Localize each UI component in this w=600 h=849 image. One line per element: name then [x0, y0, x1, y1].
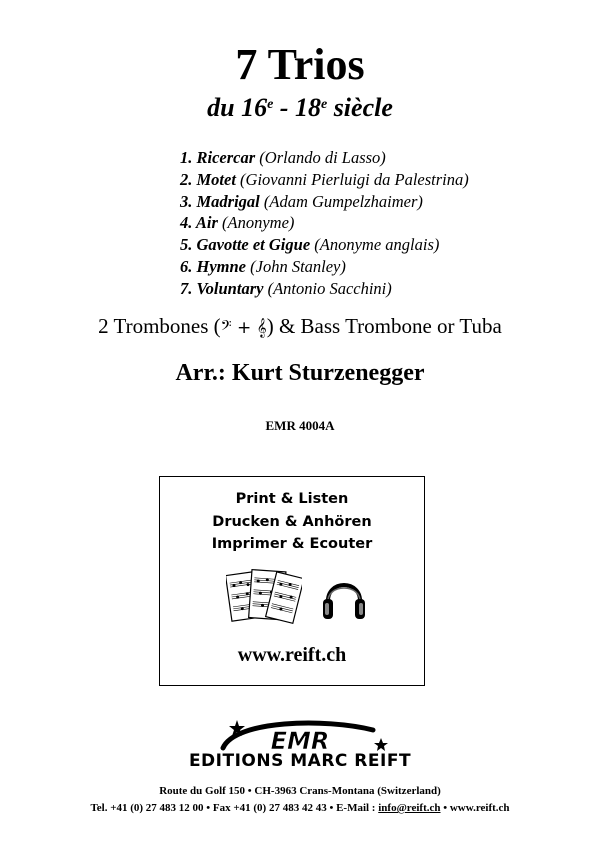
instrumentation-before: 2 Trombones (: [98, 314, 221, 338]
page-title: 7 Trios: [235, 40, 365, 89]
print-listen-line-fr: Imprimer & Ecouter: [211, 536, 373, 552]
piece-name: Motet: [196, 169, 236, 189]
piece-name: Air: [195, 213, 218, 233]
piece-number: 1.: [180, 148, 193, 167]
piece-number: 3.: [180, 191, 193, 211]
subtitle-middle: - 18: [273, 93, 321, 122]
piece-name: Hymne: [196, 256, 246, 276]
publisher-name: EDITIONS MARC REIFT: [188, 751, 412, 771]
piece-number: 7.: [180, 278, 193, 298]
piece-item: [180, 256, 580, 278]
publisher-address: Route du Golf 150 • CH-3963 Crans-Montana (Switzerland): [159, 785, 441, 797]
subtitle: [0, 92, 600, 124]
piece-composer: (Adam Gumpelzhaimer): [263, 191, 423, 211]
emr-logo: [205, 718, 395, 754]
print-listen-box[interactable]: [159, 476, 425, 686]
logo-emr-text: EMR: [270, 727, 330, 754]
instrumentation-after: ) & Bass Trombone or Tuba: [266, 314, 502, 338]
contact-prefix: Tel. +41 (0) 27 483 12 00 • Fax +41 (0) 27 483 42 43 • E-Mail :: [90, 802, 379, 814]
piece-list: [180, 147, 580, 300]
print-listen-line-de: Drucken & Anhören: [212, 514, 372, 530]
publisher-contact: [0, 801, 600, 815]
piece-number: 6.: [180, 256, 193, 276]
piece-number: 2.: [180, 169, 193, 189]
website-link[interactable]: www.reift.ch: [237, 644, 347, 666]
piece-composer: (John Stanley): [250, 256, 346, 276]
piece-composer: (Anonyme): [222, 213, 295, 233]
instrumentation: [0, 313, 600, 341]
piece-composer: (Orlando di Lasso): [259, 148, 386, 167]
piece-composer: (Antonio Sacchini): [267, 278, 392, 298]
contact-suffix: • www.reift.ch: [440, 802, 510, 814]
piece-item: [180, 169, 580, 191]
piece-name: Gavotte et Gigue: [196, 235, 311, 255]
piece-name: Voluntary: [196, 278, 264, 298]
subtitle-sup-1: e: [267, 97, 274, 112]
piece-item: [180, 234, 580, 256]
print-listen-line-en: Print & Listen: [235, 491, 349, 507]
piece-composer: (Anonyme anglais): [314, 235, 440, 255]
subtitle-suffix: siècle: [327, 93, 393, 122]
piece-composer: (Giovanni Pierluigi da Palestrina): [240, 169, 469, 189]
subtitle-sup-2: e: [320, 97, 328, 112]
piece-item: [180, 191, 580, 213]
piece-name: Ricercar: [196, 148, 256, 167]
piece-number: 5.: [180, 235, 193, 255]
subtitle-prefix: du 16: [207, 93, 268, 122]
piece-item: [180, 147, 580, 169]
clef-icons: 𝄢 + 𝄞: [220, 318, 267, 338]
email-link[interactable]: info@reift.ch: [378, 802, 441, 814]
piece-name: Madrigal: [196, 191, 260, 211]
piece-item: [180, 278, 580, 300]
piece-number: 4.: [180, 213, 193, 233]
catalog-code: EMR 4004A: [265, 418, 335, 433]
arranger: Arr.: Kurt Sturzenegger: [175, 360, 425, 386]
sheet-music-icon: [226, 567, 302, 629]
headphones-icon: [322, 571, 366, 623]
piece-item: [180, 212, 580, 234]
